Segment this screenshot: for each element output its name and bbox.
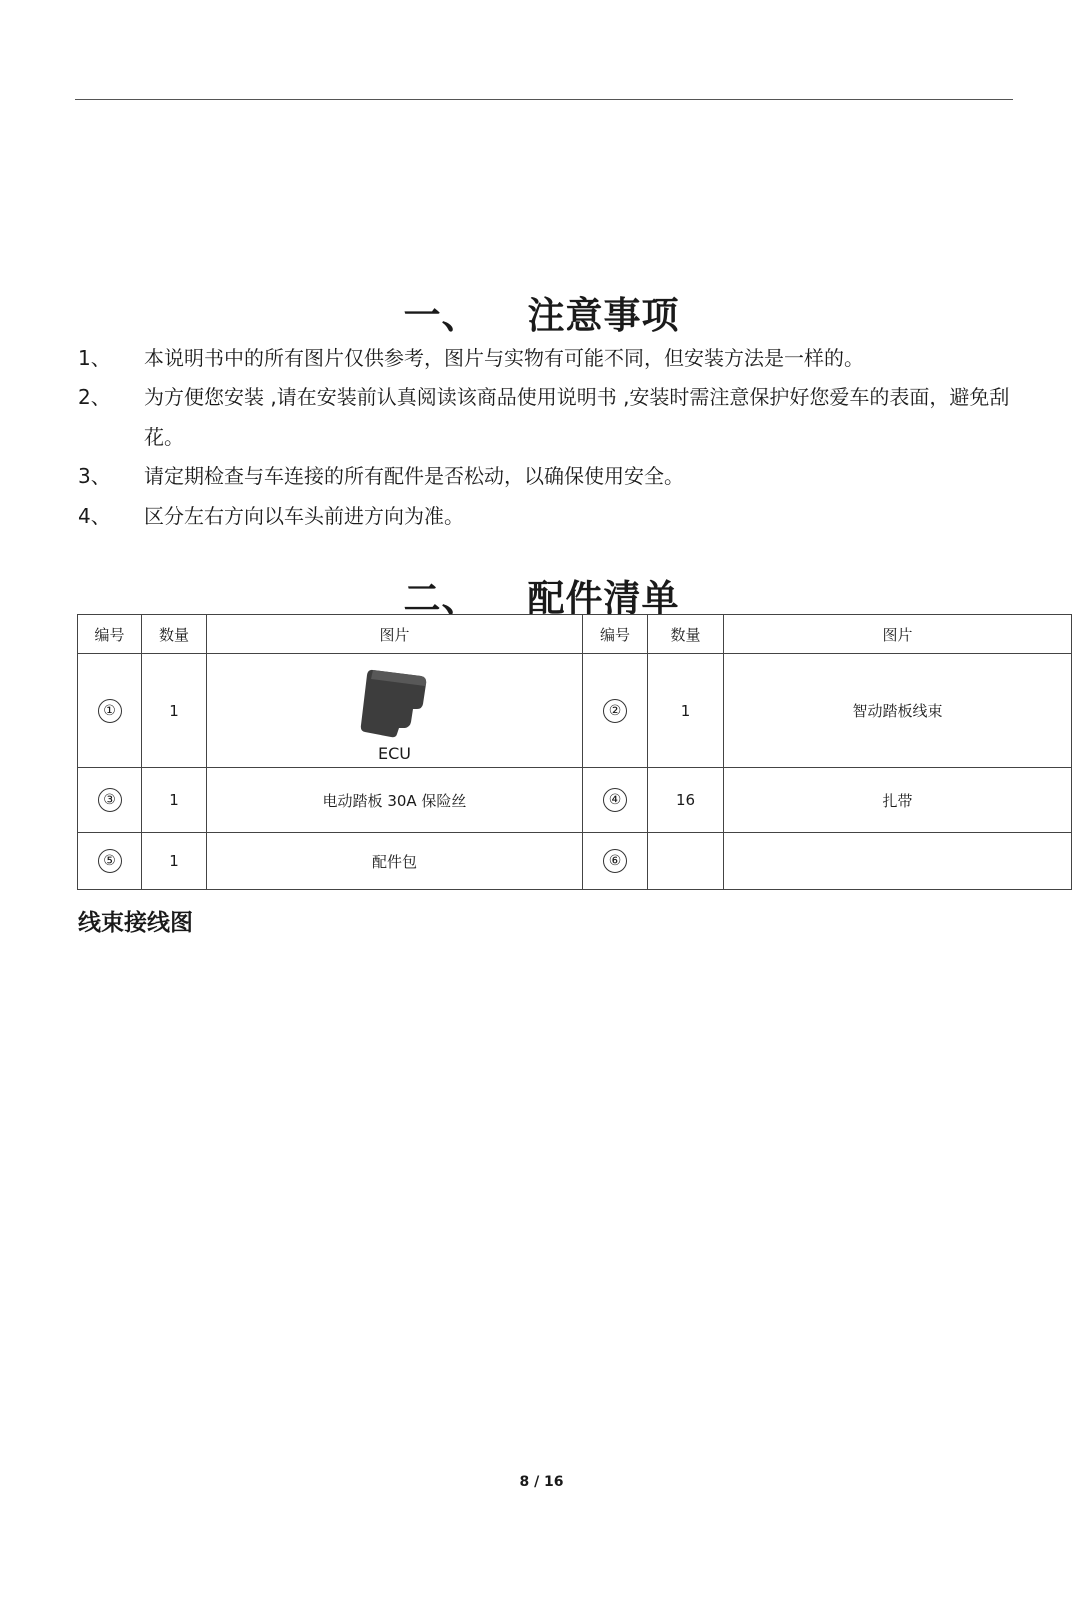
parts-table [77,614,1072,890]
header-picture: 图片 [207,615,583,654]
note-text: 请定期检查与车连接的所有配件是否松动，以确保使用安全。 [144,464,684,488]
item-picture [724,833,1072,890]
table-row [78,833,1072,890]
note-text: 为方便您安装 ,请在安装前认真阅读该商品使用说明书 ,安装时需注意保护好您爱车的表面，避免刮花。 [144,385,1010,449]
wiring-diagram-heading: 线束接线图 [78,910,193,936]
item-quantity: 1 [648,654,724,768]
item-quantity: 1 [142,768,207,833]
note-text: 本说明书中的所有图片仅供参考，图片与实物有可能不同，但安装方法是一样的。 [144,346,864,370]
header-quantity: 数量 [648,615,724,654]
header-number: 编号 [583,615,648,654]
item-number: ③ [78,768,142,833]
note-index: 2、 [78,385,111,409]
item-number: ⑥ [583,833,648,890]
section-title-parts: 二、 配件清单 [403,577,680,620]
item-picture: 智动踏板线束 [724,654,1072,768]
note-item [78,456,1018,496]
note-item [78,496,1018,536]
section-title-notes: 一、 注意事项 [403,294,680,337]
note-text: 区分左右方向以车头前进方向为准。 [144,504,464,528]
page-number: 8 / 16 [519,1474,564,1490]
table-row [78,654,1072,768]
note-index: 4、 [78,504,111,528]
item-quantity: 16 [648,768,724,833]
item-number: ① [78,654,142,768]
item-number: ⑤ [78,833,142,890]
table-header-row [78,615,1072,654]
header-rule [75,99,1013,100]
item-number: ④ [583,768,648,833]
header-number: 编号 [78,615,142,654]
note-item [78,338,1018,378]
note-item [78,377,1018,457]
item-quantity: 1 [142,833,207,890]
item-number: ② [583,654,648,768]
note-index: 3、 [78,464,111,488]
table-row [78,768,1072,833]
header-picture: 图片 [724,615,1072,654]
header-quantity: 数量 [142,615,207,654]
item-label: ECU [378,744,411,763]
item-quantity [648,833,724,890]
item-quantity: 1 [142,654,207,768]
note-index: 1、 [78,346,111,370]
item-picture: 电动踏板 30A 保险丝 [207,768,583,833]
item-picture [207,654,583,768]
item-picture: 配件包 [207,833,583,890]
ecu-module-icon [355,662,435,742]
item-picture: 扎带 [724,768,1072,833]
